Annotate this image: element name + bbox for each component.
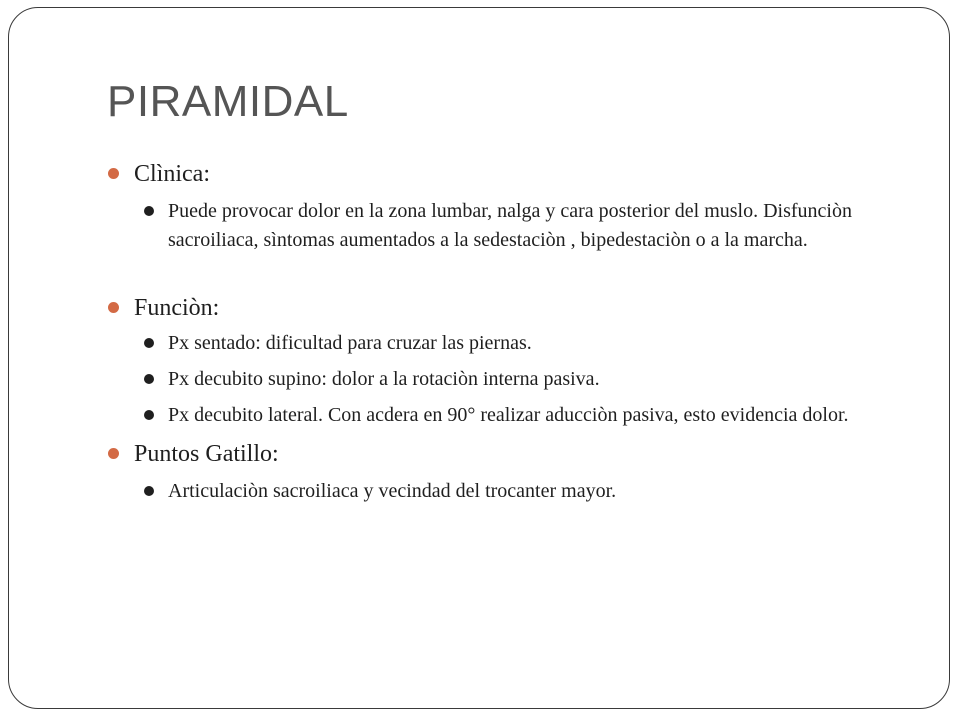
list-item-text: Px sentado: dificultad para cruzar las piernas.	[168, 332, 532, 354]
section-heading-text: Clìnica:	[134, 161, 210, 187]
bullet-dot-icon	[144, 338, 154, 348]
section-puntos-gatillo	[108, 437, 908, 506]
slide-content	[108, 157, 908, 513]
section-heading-text: Funciòn:	[134, 295, 220, 321]
sub-list	[108, 197, 908, 255]
slide-title: PIRAMIDAL	[107, 77, 349, 126]
section-clinica	[108, 157, 908, 255]
section-heading	[108, 437, 908, 471]
bullet-dot-icon	[144, 410, 154, 420]
sub-list	[108, 329, 908, 430]
bullet-dot-icon	[144, 206, 154, 216]
list-item-text: Px decubito lateral. Con acdera en 90° realizar aducciòn pasiva, esto evidencia dolor.	[168, 404, 849, 426]
list-item-text: Articulaciòn sacroiliaca y vecindad del trocanter mayor.	[168, 480, 617, 502]
section-heading	[108, 291, 908, 325]
list-item	[108, 365, 908, 394]
list-item	[108, 329, 908, 358]
sub-list	[108, 477, 908, 506]
section-funcion	[108, 291, 908, 430]
bullet-dot-icon	[144, 374, 154, 384]
section-heading	[108, 157, 908, 191]
bullet-dot-icon	[144, 486, 154, 496]
bullet-dot-icon	[108, 168, 119, 179]
list-item-text: Px decubito supino: dolor a la rotaciòn interna pasiva.	[168, 368, 600, 390]
bullet-dot-icon	[108, 448, 119, 459]
section-heading-text: Puntos Gatillo:	[134, 441, 279, 467]
list-item-text: Puede provocar dolor en la zona lumbar, nalga y cara posterior del muslo. Disfunciòn sacroiliaca, sìntomas aumentados a la sedestaciòn , bipedestaciòn o a la marcha.	[168, 200, 852, 251]
bullet-dot-icon	[108, 302, 119, 313]
list-item	[108, 197, 908, 255]
list-item	[108, 401, 908, 430]
list-item	[108, 477, 908, 506]
